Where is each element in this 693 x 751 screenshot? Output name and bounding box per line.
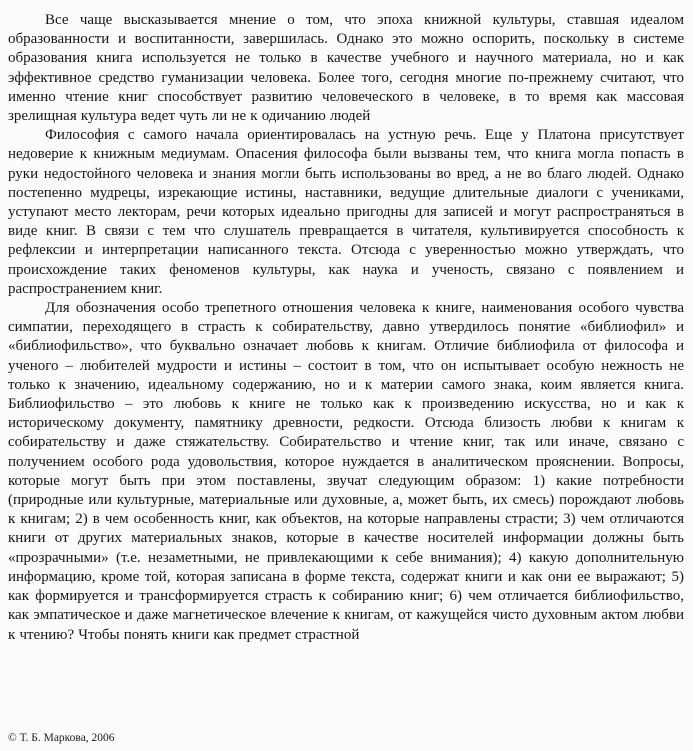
paragraph-philosophy-oral-speech: Философия с самого начала ориентировалась на устную речь. Еще у Платона присутствует недоверие к книжным медиумам. Опасения философа были вызваны тем, что книга могла попасть в руки недостойного человека и знания могли быть использованы во вред, а не во благо людей. Однако постепенно мудрецы, изрекающие истины, наставники, ведущие длительные диалоги с учениками, уступают место лекторам, речи которых идеально пригодны для записей и могут распространяться в виде книг. В связи с тем что слушатель превращается в читателя, культивируется способность к рефлексии и интерпретации написанного текста. Отсюда с уверенностью можно утверждать, что происхождение таких феноменов культуры, как наука и ученость, связано с появлением и распространением книг. [8,127,684,297]
copyright-notice: © Т. Б. Маркова, 2006 [8,732,115,744]
paragraph-bibliophilia: Для обозначения особо трепетного отношения человека к книге, наименования особого чувства симпатии, переходящего в страсть к собирательству, давно утвердилось понятие «библиофил» и «библиофильство», что буквально означает любовь к книгам. Отличие библиофила от философа и ученого – любителей мудрости и истины – состоит в том, что он испытывает особую нежность не только к значению, идеальному содержанию, но и к материи самого знака, коим является книга. Библиофильство – это любовь к книге не только как к произведению искусства, но и как к историческому документу, памятнику древности, редкости. Отсюда близость любви к книгам к собирательству и даже стяжательству. Собирательство и чтение книг, так или иначе, связано с получением особого рода удовольствия, которое нуждается в аналитическом прояснении. Вопросы, которые могут быть при этом поставлены, звучат следующим образом: 1) какие потребности (природные или культурные, материальные или духовные, а, может быть, их смесь) порождают любовь к книгам; 2) в чем особенность книг, как объектов, на которые направлены страсти; 3) чем отличаются книги от других материальных знаков, которые в качестве носителей информации должны быть «прозрачными» (т.е. незаметными, не привлекающими к себе внимания); 4) какую дополнительную информацию, кроме той, которая записана в форме текста, содержат книги и как они ее выражают; 5) как формируется и трансформируется страсть к собиранию книг; 6) чем отличается библиофильство, как эмпатическое и даже магнетическое влечение к книгам, от кажущейся чисто духовным актом любви к чтению? Чтобы понять книги как предмет страстной [8,300,684,643]
paragraph-book-culture: Все чаще высказывается мнение о том, что эпоха книжной культуры, ставшая идеалом образованности и воспитанности, завершилась. Однако это можно оспорить, поскольку в системе образования книга используется не только в качестве учебного и научного материала, но и как эффективное средство гуманизации человека. Более того, сегодня многие по-прежнему считают, что именно чтение книг способствует развитию человеческого в человеке, в то время как массовая зрелищная культура ведет чуть ли не к одичанию людей [8,12,684,125]
